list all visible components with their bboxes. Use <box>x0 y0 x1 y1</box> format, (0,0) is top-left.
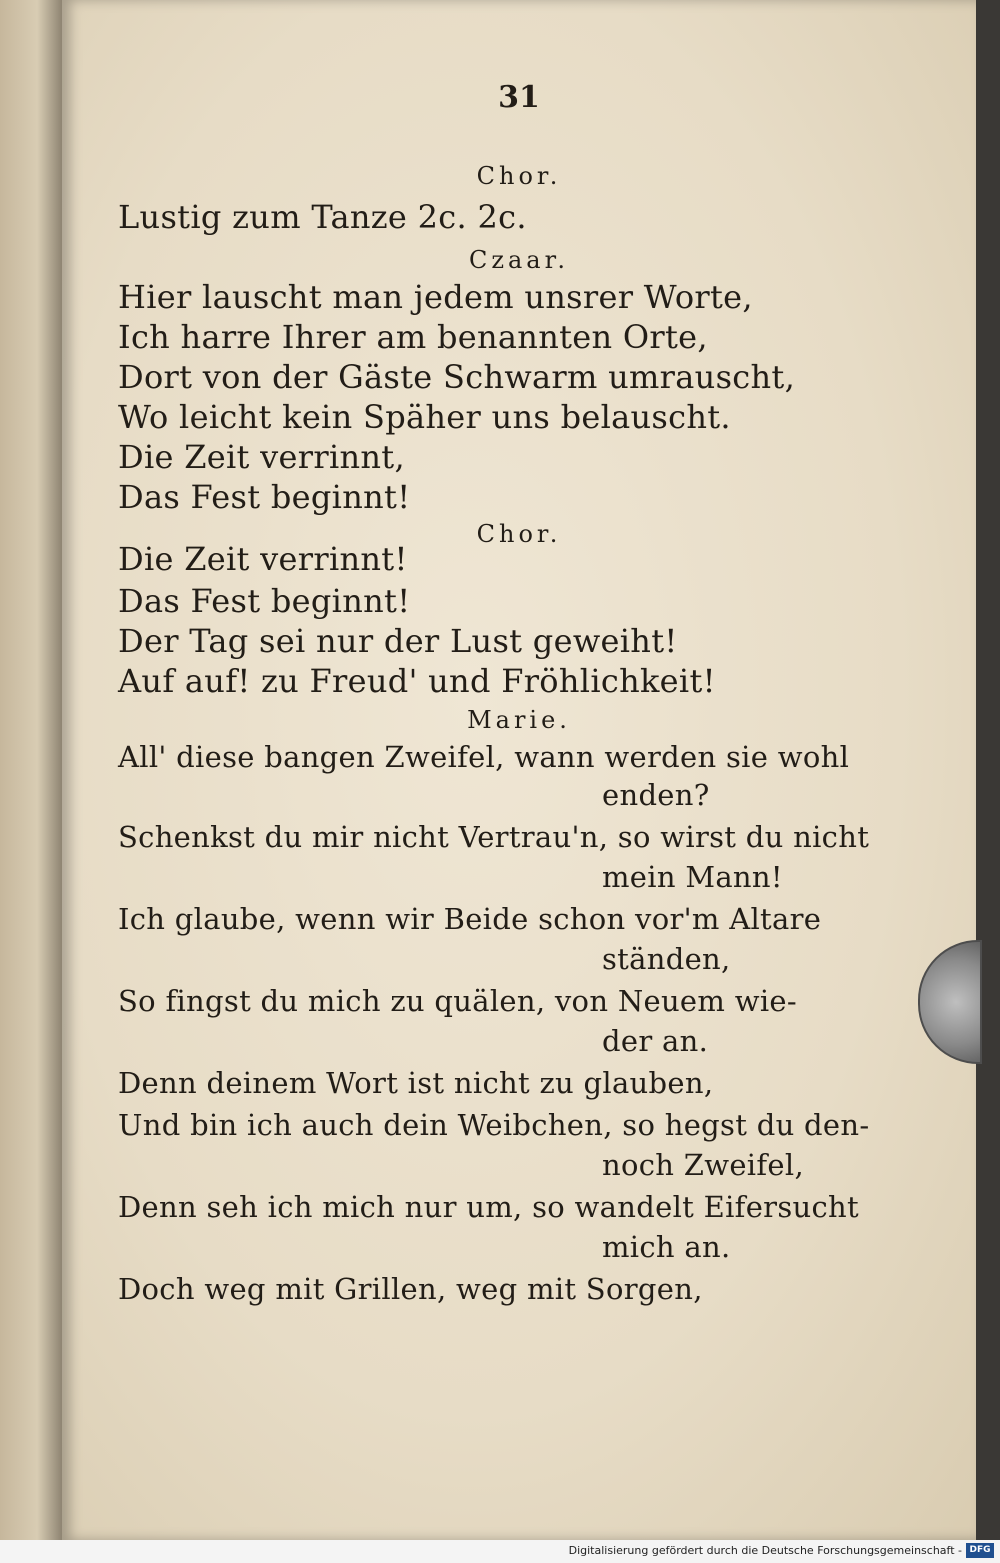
text-line: Denn deinem Wort ist nicht zu glauben, <box>118 1066 714 1100</box>
text-line: Der Tag sei nur der Lust geweiht! <box>118 622 678 660</box>
text-line: Dort von der Gäste Schwarm umrauscht, <box>118 358 796 396</box>
speaker-label: Chor. <box>476 520 562 548</box>
page-number: 31 <box>498 80 540 115</box>
text-line: Schenkst du mir nicht Vertrau'n, so wirst du nicht <box>118 820 870 854</box>
text-line: Auf auf! zu Freud' und Fröhlichkeit! <box>118 662 716 700</box>
text-line: Das Fest beginnt! <box>118 478 411 516</box>
text-line: Lustig zum Tanze 2c. 2c. <box>118 198 527 236</box>
text-line: Die Zeit verrinnt, <box>118 438 405 476</box>
text-line: Wo leicht kein Späher uns belauscht. <box>118 398 731 436</box>
speaker-label: Czaar. <box>468 246 570 274</box>
footer-credit: Digitalisierung gefördert durch die Deutsche Forschungsgemeinschaft - <box>568 1544 962 1557</box>
text-line-continuation: noch Zweifel, <box>602 1148 804 1182</box>
text-line-continuation: mein Mann! <box>602 860 783 894</box>
text-line: All' diese bangen Zweifel, wann werden sie wohl <box>118 740 850 774</box>
text-line-continuation: enden? <box>602 778 710 812</box>
text-line: Ich glaube, wenn wir Beide schon vor'm Altare <box>118 902 822 936</box>
text-line: Doch weg mit Grillen, weg mit Sorgen, <box>118 1272 703 1306</box>
text-line: Und bin ich auch dein Weibchen, so hegst du den- <box>118 1108 870 1142</box>
book-page <box>62 0 976 1540</box>
speaker-label: Marie. <box>467 706 571 734</box>
text-line: Die Zeit verrinnt! <box>118 540 408 578</box>
text-line-continuation: ständen, <box>602 942 731 976</box>
dfg-logo-icon: DFG <box>966 1543 994 1558</box>
text-line-continuation: mich an. <box>602 1230 731 1264</box>
speaker-label: Chor. <box>476 162 562 190</box>
footer-bar <box>0 1540 1000 1563</box>
previous-page-edge <box>0 0 62 1540</box>
text-line: Denn seh ich mich nur um, so wandelt Eifersucht <box>118 1190 859 1224</box>
text-line: Das Fest beginnt! <box>118 582 411 620</box>
text-line: Ich harre Ihrer am benannten Orte, <box>118 318 708 356</box>
text-line: So fingst du mich zu quälen, von Neuem wie- <box>118 984 797 1018</box>
text-line: Hier lauscht man jedem unsrer Worte, <box>118 278 753 316</box>
text-line-continuation: der an. <box>602 1024 709 1058</box>
